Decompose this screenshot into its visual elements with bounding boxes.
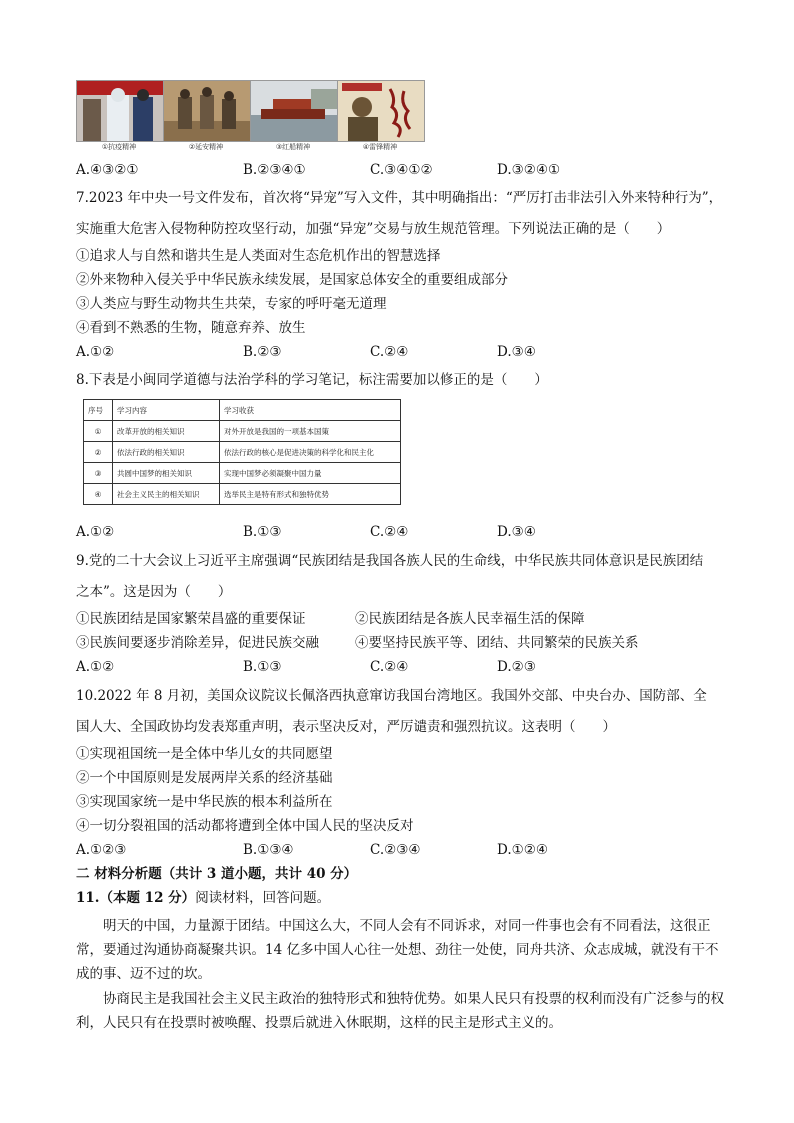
q7-option-b[interactable]: B.②③: [243, 344, 282, 360]
table-header-cell: 学习内容: [113, 400, 220, 421]
q11-instruction: 阅读材料，回答问题。: [195, 890, 331, 906]
q10-option-c[interactable]: C.②③④: [370, 842, 421, 858]
q9-option-a[interactable]: A.①②: [76, 659, 115, 675]
q7-item-4: ④看到不熟悉的生物，随意弃养、放生: [76, 320, 306, 336]
image-caption-2: ②延安精神: [188, 143, 224, 151]
table-cell: 依法行政的核心是促进决策的科学化和民主化: [220, 442, 401, 463]
q10-item-1: ①实现祖国统一是全体中华儿女的共同愿望: [76, 746, 333, 762]
q6-option-b[interactable]: B.②③④①: [243, 162, 306, 178]
q6-option-a[interactable]: A.④③②①: [76, 162, 139, 178]
q9-option-d[interactable]: D.②③: [497, 659, 536, 675]
q7-option-a[interactable]: A.①②: [76, 344, 115, 360]
table-cell: 改革开放的相关知识: [113, 421, 220, 442]
anti-epidemic-spirit-image: [76, 80, 164, 142]
q7-item-1: ①追求人与自然和谐共生是人类面对生态危机作出的智慧选择: [76, 248, 441, 264]
section-2-heading: 二 材料分析题（共计 3 道小题，共计 40 分）: [76, 866, 358, 882]
q10-stem-line1: 10.2022 年 8 月初，美国众议院议长佩洛西执意窜访我国台湾地区。我国外交部、中央台办、国防部、全: [76, 688, 707, 704]
q7-item-3: ③人类应与野生动物共生共荣，专家的呼吁毫无道理: [76, 296, 387, 312]
q11-heading: [76, 888, 330, 908]
q9-item-4: ④要坚持民族平等、团结、共同繁荣的民族关系: [355, 635, 639, 651]
table-row: [84, 442, 401, 463]
q7-option-c[interactable]: C.②④: [370, 344, 409, 360]
q9-item-2: ②民族团结是各族人民幸福生活的保障: [355, 611, 585, 627]
yanan-spirit-image: [163, 80, 251, 142]
q10-option-d[interactable]: D.①②④: [497, 842, 548, 858]
table-cell: 依法行政的相关知识: [113, 442, 220, 463]
table-cell: 共圆中国梦的相关知识: [113, 463, 220, 484]
q9-option-c[interactable]: C.②④: [370, 659, 409, 675]
table-row: [84, 484, 401, 505]
q7-item-2: ②外来物种入侵关乎中华民族永续发展，是国家总体安全的重要组成部分: [76, 272, 508, 288]
table-header-row: [84, 400, 401, 421]
q10-option-b[interactable]: B.①③④: [243, 842, 294, 858]
q10-item-3: ③实现国家统一是中华民族的根本利益所在: [76, 794, 333, 810]
table-cell: ③: [84, 463, 113, 484]
table-cell: 选举民主是特有形式和独特优势: [220, 484, 401, 505]
q9-stem-line1: 9.党的二十大会议上习近平主席强调“民族团结是我国各族人民的生命线，中华民族共同体意识是民族团结: [76, 553, 704, 569]
q7-option-d[interactable]: D.③④: [497, 344, 536, 360]
table-header-cell: 序号: [84, 400, 113, 421]
table-row: [84, 463, 401, 484]
q11-material-paragraph-1: 明天的中国，力量源于团结。中国这么大，不同人会有不同诉求，对同一件事也会有不同看法，这很正常，要通过沟通协商凝聚共识。14 亿多中国人心往一处想、劲往一处使，同舟共济、众志成城，就没有干不成的事、迈不过的坎。: [76, 918, 719, 982]
q9-item-3: ③民族间要逐步消除差异，促进民族交融: [76, 635, 319, 651]
q9-stem-line2: 之本”。这是因为（ ）: [76, 584, 232, 600]
image-caption-3: ③红船精神: [275, 143, 311, 151]
q6-option-c[interactable]: C.③④①②: [370, 162, 433, 178]
q8-option-d[interactable]: D.③④: [497, 524, 536, 540]
table-cell: ④: [84, 484, 113, 505]
q9-option-b[interactable]: B.①③: [243, 659, 282, 675]
table-cell: 实现中国梦必须凝聚中国力量: [220, 463, 401, 484]
q10-option-a[interactable]: A.①②③: [76, 842, 127, 858]
study-notes-table: [83, 399, 401, 505]
table-header-cell: 学习收获: [220, 400, 401, 421]
q10-item-4: ④一切分裂祖国的活动都将遭到全体中国人民的坚决反对: [76, 818, 414, 834]
q11-label: 11.（本题 12 分）: [76, 890, 196, 906]
table-cell: 社会主义民主的相关知识: [113, 484, 220, 505]
q6-option-d[interactable]: D.③②④①: [497, 162, 561, 178]
q8-stem: 8.下表是小闽同学道德与法治学科的学习笔记，标注需要加以修正的是（ ）: [76, 372, 548, 388]
table-row: [84, 421, 401, 442]
lei-feng-spirit-image: [337, 80, 425, 142]
q8-option-a[interactable]: A.①②: [76, 524, 115, 540]
q7-stem-line1: 7.2023 年中央一号文件发布，首次将“异宠”写入文件，其中明确指出：“严厉打击非法引入外来特种行为”，: [76, 190, 723, 206]
q8-option-b[interactable]: B.①③: [243, 524, 282, 540]
q9-item-1: ①民族团结是国家繁荣昌盛的重要保证: [76, 611, 306, 627]
q10-stem-line2: 国人大、全国政协均发表郑重声明，表示坚决反对，严厉谴责和强烈抗议。这表明（ ）: [76, 719, 616, 735]
table-cell: ①: [84, 421, 113, 442]
red-boat-spirit-image: [250, 80, 338, 142]
image-caption-4: ④雷锋精神: [362, 143, 398, 151]
image-caption-1: ①抗疫精神: [101, 143, 137, 151]
q10-item-2: ②一个中国原则是发展两岸关系的经济基础: [76, 770, 333, 786]
table-cell: 对外开放是我国的一项基本国策: [220, 421, 401, 442]
table-cell: ②: [84, 442, 113, 463]
q11-material-paragraph-2: 协商民主是我国社会主义民主政治的独特形式和独特优势。如果人民只有投票的权利而没有广泛参与的权利，人民只有在投票时被唤醒、投票后就进入休眠期，这样的民主是形式主义的。: [76, 991, 724, 1031]
q7-stem-line2: 实施重大危害入侵物种防控攻坚行动，加强“异宠”交易与放生规范管理。下列说法正确的是（ ）: [76, 221, 671, 237]
q8-option-c[interactable]: C.②④: [370, 524, 409, 540]
